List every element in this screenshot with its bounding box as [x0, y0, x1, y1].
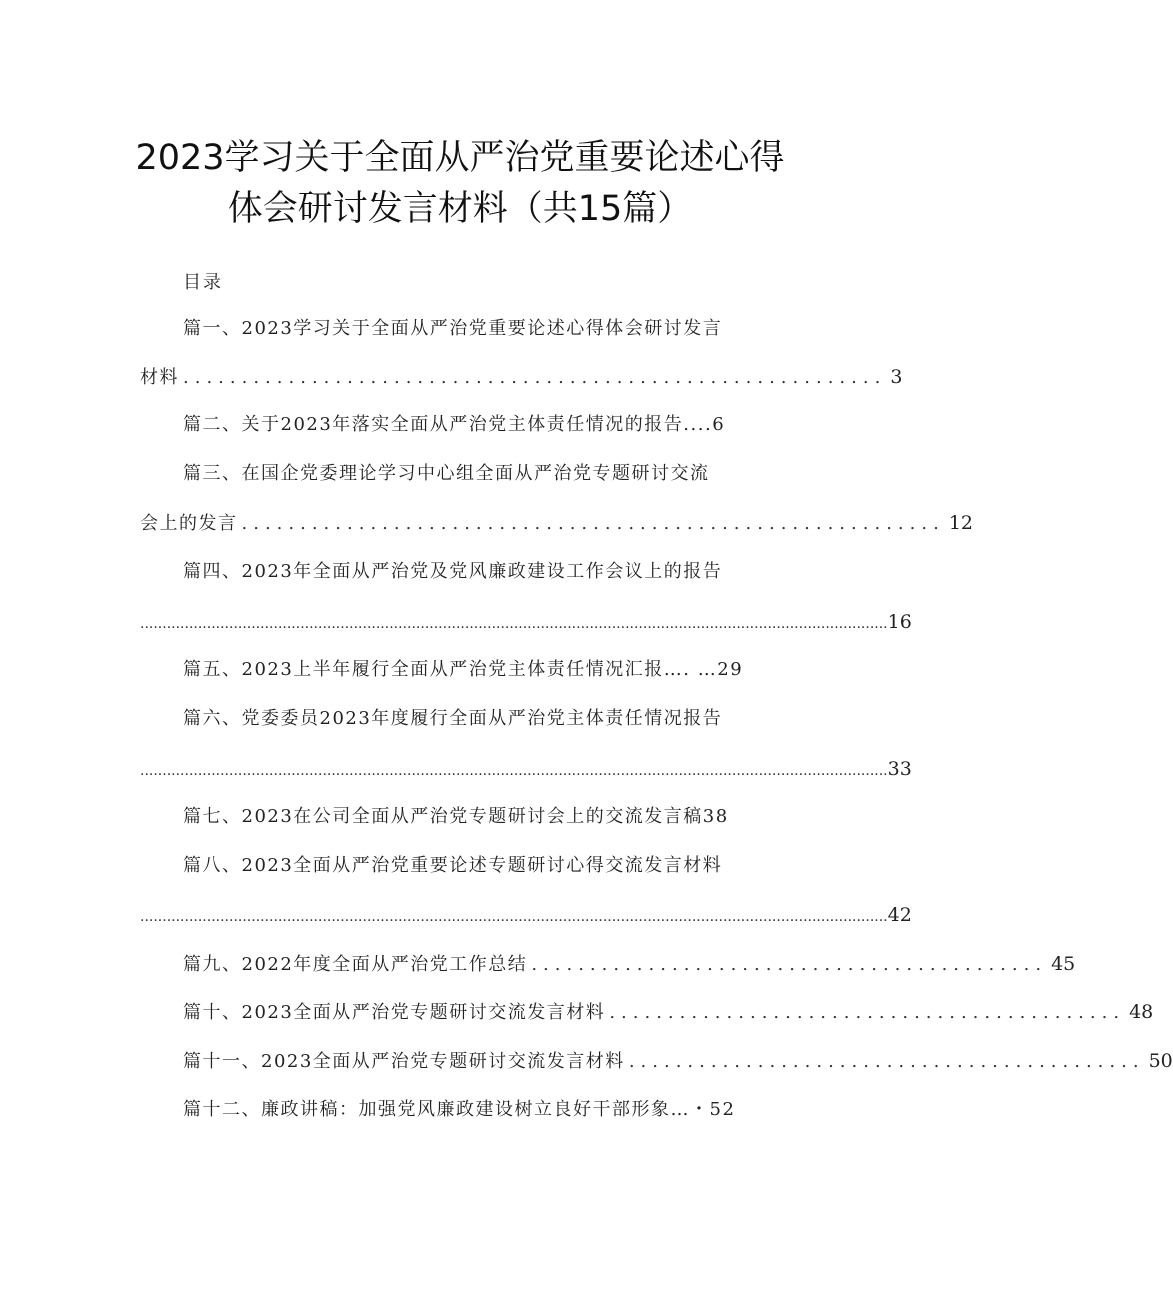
- toc-entry-9: [183, 953, 1076, 975]
- toc-entry-9-label: 篇九、2022年度全面从严治党工作总结: [183, 954, 528, 975]
- toc-entry-3-line-2: [140, 512, 973, 534]
- toc-entry-1-line-2: [140, 366, 903, 388]
- toc-entry-1-line-1: 篇一、2023学习关于全面从严治党重要论述心得体会研讨发言: [183, 318, 723, 339]
- toc-entry-6-line-2: [140, 758, 912, 780]
- toc-entry-7: 篇七、2023在公司全面从严治党专题研讨会上的交流发言稿38: [183, 806, 729, 827]
- toc-heading: 目录: [183, 272, 223, 293]
- toc-entry-11-page: 50: [1148, 1050, 1173, 1072]
- toc-entry-1-page: 3: [890, 366, 903, 388]
- toc-entry-8-leader: ........................................................................................................................................................................: [140, 909, 888, 925]
- toc-entry-12: 篇十二、廉政讲稿：加强党风廉政建设树立良好干部形象…・52: [183, 1099, 736, 1120]
- toc-entry-9-leader: ............................................: [531, 954, 1048, 975]
- toc-entry-4-line-2: [140, 611, 912, 633]
- toc-entry-4-line-1: 篇四、2023年全面从严治党及党风廉政建设工作会议上的报告: [183, 561, 723, 582]
- toc-entry-10-label: 篇十、2023全面从严治党专题研讨交流发言材料: [183, 1002, 606, 1023]
- toc-entry-5: 篇五、2023上半年履行全面从严治党主体责任情况汇报…. …29: [183, 659, 744, 680]
- toc-entry-11-label: 篇十一、2023全面从严治党专题研讨交流发言材料: [183, 1051, 625, 1072]
- toc-entry-3-leader: ............................................................: [241, 513, 945, 534]
- toc-entry-6-page: 33: [887, 758, 912, 780]
- toc-entry-3-page: 12: [948, 512, 973, 534]
- document-title-line-1: 2023学习关于全面从严治党重要论述心得: [135, 138, 785, 178]
- toc-entry-10-leader: ............................................: [609, 1002, 1126, 1023]
- toc-entry-4-leader: ........................................................................................................................................................................: [140, 616, 888, 632]
- document-title-line-2: 体会研讨发言材料（共15篇）: [227, 189, 693, 229]
- toc-entry-9-page: 45: [1051, 953, 1076, 975]
- toc-entry-10: [183, 1001, 1154, 1023]
- toc-entry-1-continuation: 材料: [140, 367, 179, 388]
- toc-entry-3-line-1: 篇三、在国企党委理论学习中心组全面从严治党专题研讨交流: [183, 463, 710, 484]
- toc-entry-2: 篇二、关于2023年落实全面从严治党主体责任情况的报告....6: [183, 414, 726, 435]
- toc-entry-8-line-2: [140, 904, 912, 926]
- toc-entry-11: [183, 1050, 1173, 1072]
- toc-entry-1-leader: ............................................................: [183, 367, 887, 388]
- toc-entry-6-line-1: 篇六、党委委员2023年度履行全面从严治党主体责任情况报告: [183, 708, 723, 729]
- toc-entry-11-leader: ............................................: [628, 1051, 1145, 1072]
- toc-entry-6-leader: ........................................................................................................................................................................: [140, 763, 888, 779]
- toc-entry-8-line-1: 篇八、2023全面从严治党重要论述专题研讨心得交流发言材料: [183, 855, 723, 876]
- toc-entry-3-continuation: 会上的发言: [140, 513, 238, 534]
- toc-entry-10-page: 48: [1129, 1001, 1154, 1023]
- toc-entry-8-page: 42: [887, 904, 912, 926]
- toc-entry-4-page: 16: [887, 611, 912, 633]
